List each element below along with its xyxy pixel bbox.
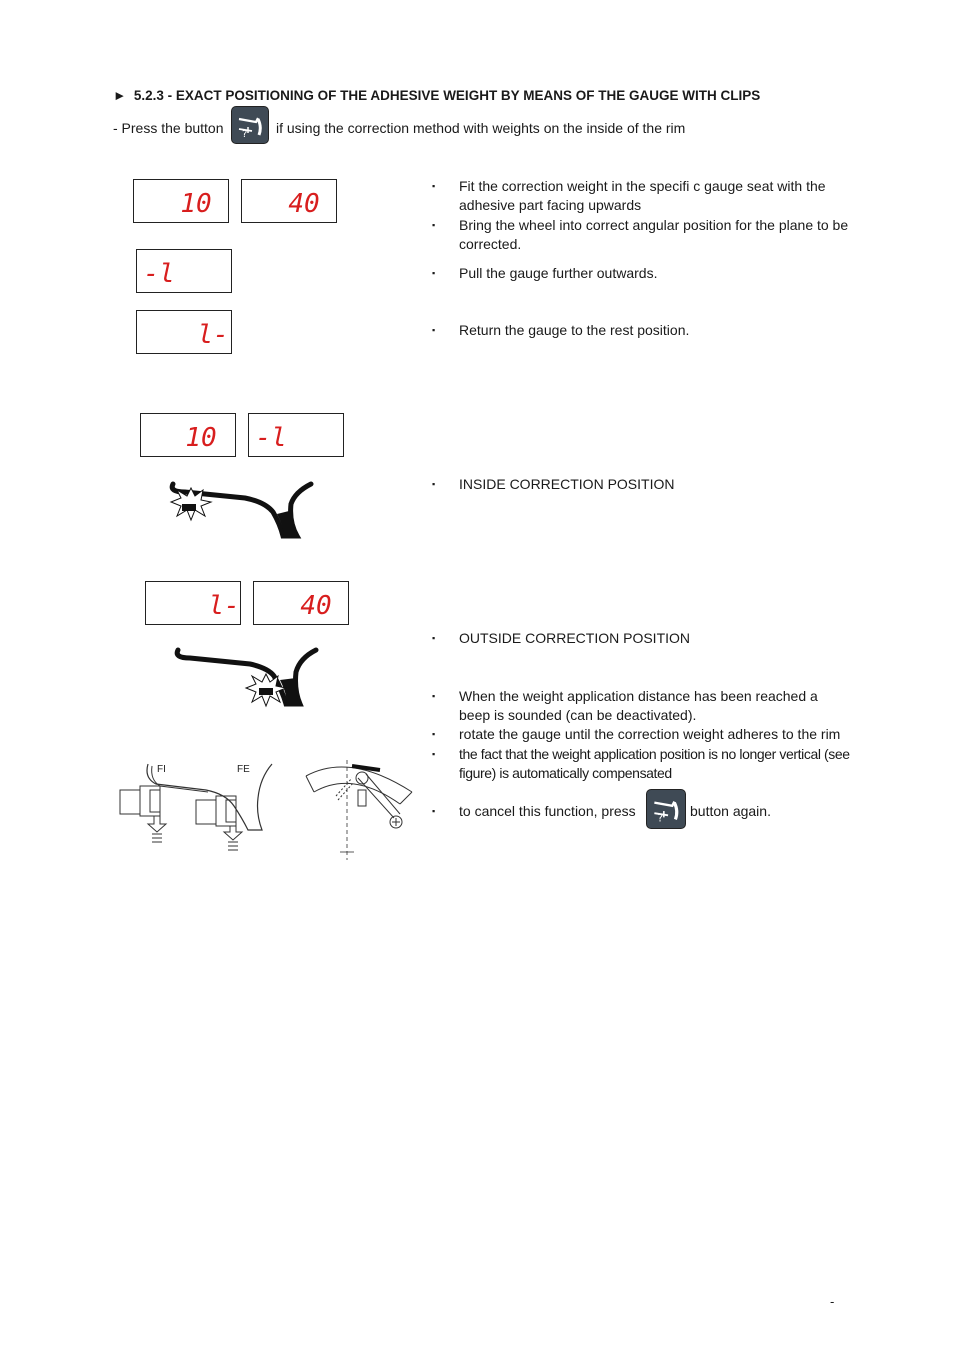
intro-after-wrap (276, 120, 685, 136)
bullet-text: Pull the gauge further outwards. (459, 265, 658, 281)
bullet-text: OUTSIDE CORRECTION POSITION (459, 630, 691, 646)
svg-text:?: ? (657, 812, 664, 825)
display-7-value: l- (208, 591, 240, 621)
bullet-text: Fit the correction weight in the specifi c gauge seat with the adhesive part facing upwards (459, 178, 826, 213)
svg-text:?: ? (242, 129, 248, 140)
bullet-text: the fact that the weight application position is no longer vertical (see figure) is automatically compensated (459, 746, 850, 781)
bullet-marker: ▪ (432, 181, 436, 191)
rim-outside-correction-diagram (170, 642, 330, 710)
fe-label: FE (237, 764, 250, 775)
bullet-marker: ▪ (432, 479, 436, 489)
heading-marker: ► (113, 88, 127, 103)
display-1-value: 10 (180, 189, 212, 219)
bullet-marker: ▪ (432, 633, 436, 643)
bullet-marker: ▪ (432, 220, 436, 230)
intro-line (113, 120, 224, 136)
angle-compensation-diagram (300, 756, 420, 862)
bullet-marker: ▪ (432, 749, 436, 759)
display-6 (248, 413, 344, 457)
display-6-value: -l (255, 423, 287, 453)
display-3 (136, 249, 232, 293)
display-7 (145, 581, 241, 625)
bullet-marker: ▪ (432, 325, 436, 335)
bullet-cancel-after: button again. (690, 803, 771, 819)
wheel-gauge-help-icon (647, 790, 687, 830)
bullet-text: rotate the gauge until the correction weight adheres to the rim (459, 726, 841, 742)
bullet-text: Bring the wheel into correct angular position for the plane to be corrected. (459, 217, 849, 252)
bullet-text: INSIDE CORRECTION POSITION (459, 476, 675, 492)
display-4-value: l- (197, 320, 229, 350)
bullet-text: When the weight application distance has been reached a beep is sounded (can be deactivated). (459, 688, 818, 723)
bullet-marker: ▪ (432, 268, 436, 278)
wheel-gauge-help-icon (232, 107, 270, 145)
display-8 (253, 581, 349, 625)
gauge-clips-cross-section-diagram (116, 758, 286, 858)
bullet-text: to cancel this function, press (459, 803, 636, 819)
page-footer-mark: - (830, 1294, 835, 1309)
fi-label: FI (157, 764, 166, 775)
bullet-text: Return the gauge to the rest position. (459, 322, 690, 338)
display-4 (136, 310, 232, 354)
display-8-value: 40 (300, 591, 332, 621)
display-1 (133, 179, 229, 223)
rim-inside-correction-diagram (165, 474, 325, 540)
display-5-value: 10 (185, 423, 217, 453)
display-2 (241, 179, 337, 223)
display-2-value: 40 (288, 189, 320, 219)
bullet-marker: ▪ (432, 729, 436, 739)
bullet-marker: ▪ (432, 691, 436, 701)
intro-after: if using the correction method with weights on the inside of the rim (276, 120, 686, 136)
display-3-value: -l (143, 259, 175, 289)
intro-before: - Press the button (113, 120, 224, 136)
cancel-function-button[interactable] (646, 789, 686, 829)
heading-text: 5.2.3 - EXACT POSITIONING OF THE ADHESIVE WEIGHT BY MEANS OF THE GAUGE WITH CLIPS (133, 88, 761, 103)
outside-weight-flash-icon (246, 674, 286, 706)
bullet-marker: ▪ (432, 806, 436, 816)
wheel-gauge-help-button[interactable] (231, 106, 269, 144)
display-5 (140, 413, 236, 457)
section-heading (113, 88, 760, 103)
